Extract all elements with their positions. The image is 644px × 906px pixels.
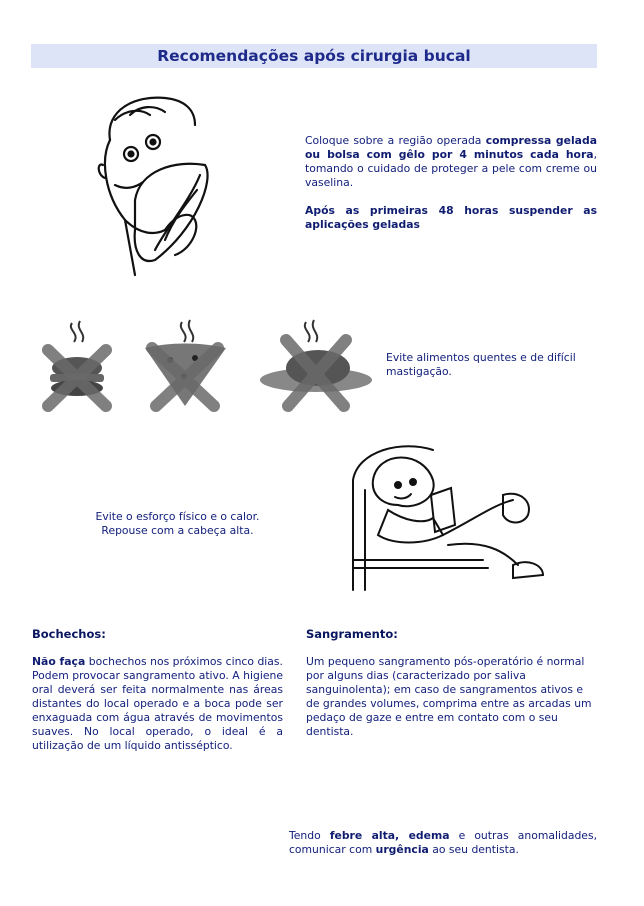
boy-with-compress-illustration: [95, 90, 225, 280]
boy-resting-illustration: [343, 440, 557, 600]
suspend-instructions: Após as primeiras 48 horas suspender as aplicações geladas: [305, 204, 597, 231]
hamburger-crossed-icon: [42, 318, 112, 410]
rest-instructions: Evite o esforço físico e o calor. Repouse com a cabeça alta.: [95, 510, 260, 537]
title-bar: [31, 44, 597, 68]
page-title: Recomendações após cirurgia bucal: [157, 47, 471, 65]
bochechos-heading: Bochechos:: [32, 627, 106, 641]
bochechos-text: Não faça bochechos nos próximos cinco dias. Podem provocar sangramento ativo. A higiene oral deverá ser feita normalmente nas áreas distantes do local operado e a boca pode ser enxaguada com água através de movimentos suaves. No local operado, o ideal é a utilização de um líquido antisséptico.: [32, 655, 283, 752]
roast-chicken-crossed-icon: [258, 318, 378, 410]
sangramento-heading: Sangramento:: [306, 627, 398, 641]
emergency-note: Tendo febre alta, edema e outras anomalidades, comunicar com urgência ao seu dentista.: [289, 829, 598, 856]
food-warning: Evite alimentos quentes e de difícil mastigação.: [386, 351, 576, 378]
pizza-crossed-icon: [140, 318, 230, 410]
compress-instructions: Coloque sobre a região operada compressa gelada ou bolsa com gêlo por 4 minutos cada hora, tomando o cuidado de proteger a pele com creme ou vaselina.: [305, 134, 597, 189]
sangramento-text: Um pequeno sangramento pós-operatório é normal por alguns dias (caracterizado por saliva sanguinolenta); em caso de sangramentos ativos e de grandes volumes, comprima entre as arcadas um pedaço de gaze e entre em contato com o seu dentista.: [306, 655, 592, 738]
